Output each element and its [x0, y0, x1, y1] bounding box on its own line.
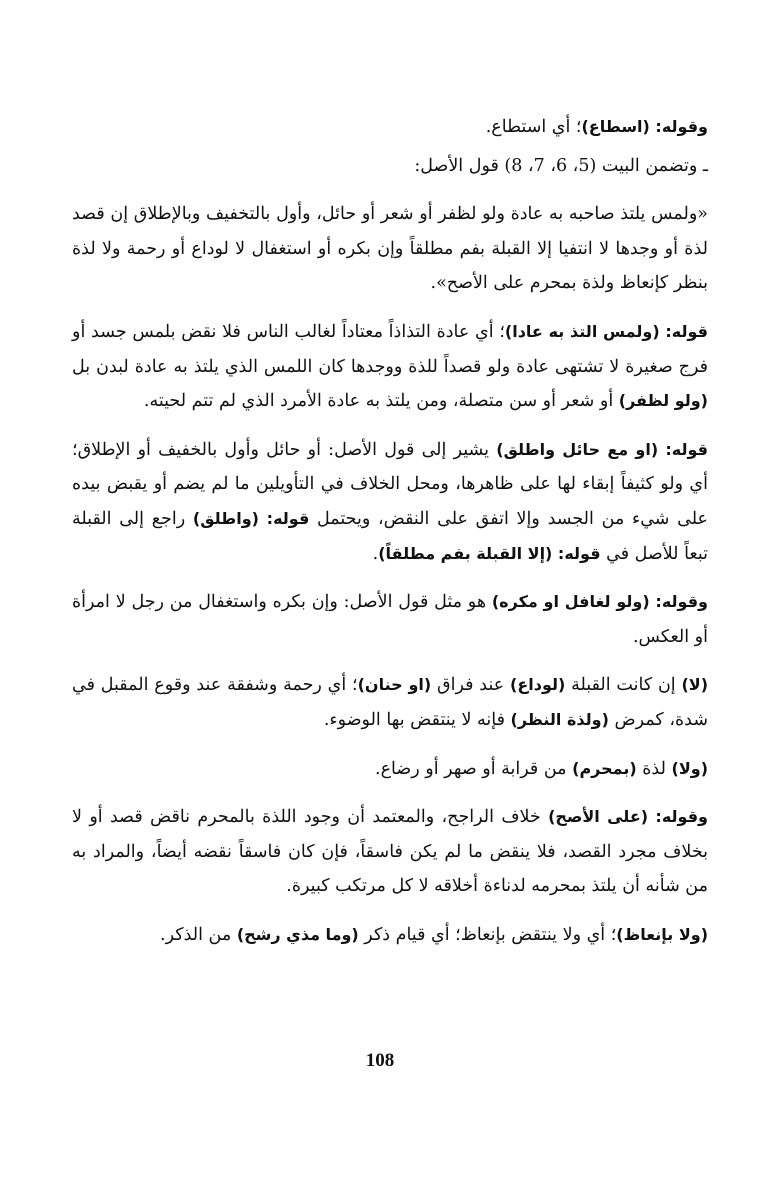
paragraph: [72, 800, 708, 904]
bold-quote: قوله:: [659, 321, 709, 341]
body-text: [72, 110, 708, 966]
bold-quote: (ولو لغافل او مكره): [491, 592, 650, 612]
bold-quote: (ولا بإنعاظ): [616, 924, 708, 944]
bold-quote: وقوله:: [649, 592, 708, 612]
text-run: فإنه لا ينتقض بها الوضوء.: [323, 709, 511, 730]
page-number: 108: [365, 1050, 395, 1071]
bold-quote: (او حنان): [357, 675, 432, 695]
paragraph: [72, 918, 708, 953]
text-run: من الذكر.: [160, 924, 237, 945]
text-run: ـ وتضمن البيت (5، 6، 7، 8) قول الأصل:: [414, 155, 708, 176]
text-run: عند فراق: [431, 675, 511, 696]
text-run: هو مثل قول الأصل: وإن بكره واستغفال من رجل لا امرأة أو العكس.: [72, 592, 708, 647]
paragraph: [72, 197, 708, 301]
text-run: .: [372, 543, 379, 564]
bold-quote: وقوله:: [649, 117, 708, 136]
bold-quote: قوله:: [658, 439, 708, 459]
bold-quote: (لا): [681, 675, 709, 695]
bold-quote: (لوداع): [510, 675, 566, 695]
bold-quote: قوله: (إلا القبلة بفم مطلقاً): [378, 543, 601, 563]
paragraph: [72, 149, 708, 184]
bold-quote: (وما مذي رشح): [236, 924, 359, 944]
paragraph: [72, 315, 708, 419]
text-run: يشير إلى قول الأصل: أو حائل وأول بالخفيف أو الإطلاق؛ أي ولو كثيفاً إبقاء لها على ظاهرها، ومحل الخلاف في التأويلين ما لم يضم أو يقبض بيده على شيء من الجسد وإلا اتفق على النقض، ويحتمل: [72, 439, 708, 529]
text-run: لذة: [636, 758, 672, 779]
bold-quote: (ولمس التذ به عادا): [504, 321, 660, 341]
bold-quote: (على الأصح): [548, 807, 649, 827]
bold-quote: وقوله:: [648, 807, 708, 827]
text-run: إن كانت القبلة: [565, 675, 682, 696]
bold-quote: قوله:: [258, 508, 310, 528]
text-run: أو شعر أو سن متصلة، ومن يلتذ به عادة الأمرد الذي لم تتم لحيته.: [143, 391, 619, 412]
bold-quote: (واطلق): [192, 508, 259, 528]
paragraph: [72, 668, 708, 737]
text-run: ؛ أي عادة التذاذاً معتاداً لغالب الناس فلا نقض بلمس جسد أو فرج صغيرة لا تشتهى عادة ولو قصداً للذة ووجدها كان اللمس الذي يلتذ به عادة لبدن بل: [72, 321, 708, 377]
text-run: «ولمس يلتذ صاحبه به عادة ولو لظفر أو شعر أو حائل، وأول بالتخفيف وبالإطلاق إن قصد لذة أو وجدها لا انتفيا إلا القبلة بفم مطلقاً وإن بكره أو استغفال لا لوداع أو رحمة ولا لذة بنظر كإنعاظ ولذة بمحرم على الأصح».: [72, 204, 708, 294]
paragraph: [72, 585, 708, 654]
text-run: ؛ أي رحمة وشفقة عند وقوع المقبل في شدة، كمرض: [72, 675, 708, 730]
paragraph: [72, 752, 708, 787]
bold-quote: (ولذة النظر): [510, 709, 609, 729]
text-run: ؛ أي ولا ينتقض بإنعاظ؛ أي قيام ذكر: [358, 924, 617, 945]
text-run: ؛ أي استطاع.: [485, 117, 582, 137]
bold-quote: (بمحرم): [572, 758, 637, 778]
paragraph: [72, 433, 708, 571]
bold-quote: (اسطاع): [581, 117, 650, 136]
bold-quote: (او مع حائل واطلق): [496, 439, 659, 459]
paragraph: [72, 110, 708, 145]
bold-quote: (ولا): [671, 758, 708, 778]
text-run: راجع إلى القبلة تبعاً للأصل في: [72, 508, 708, 564]
text-run: خلاف الراجح، والمعتمد أن وجود اللذة بالمحرم ناقض قصد أو لا بخلاف مجرد القصد، فلا ينقض ما لم يكن فاسقاً، فإن كان فاسقاً نقضه أيضاً، والمراد به من شأنه أن يلتذ بمحرمه لدناءة أخلاقه لا كل مرتكب كبيرة.: [72, 807, 708, 897]
bold-quote: (ولو لظفر): [618, 391, 708, 411]
text-run: من قرابة أو صهر أو رضاع.: [375, 758, 573, 779]
